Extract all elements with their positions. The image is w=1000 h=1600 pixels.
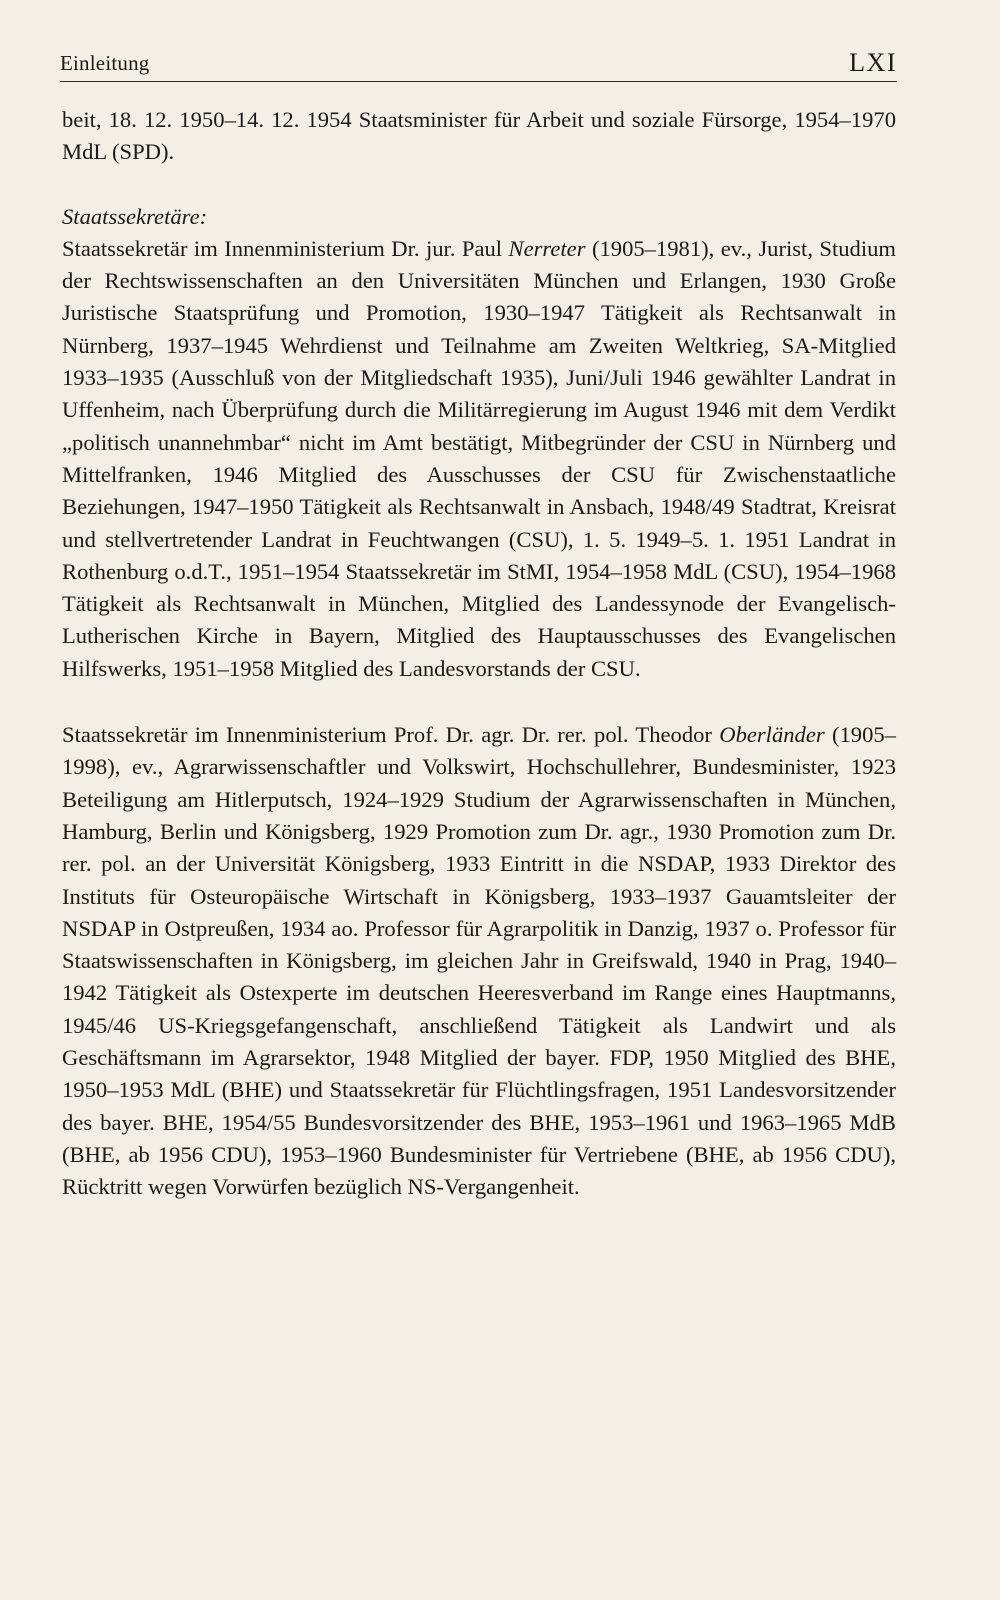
entry-oberlaender [62,719,896,1203]
paragraph-gap [62,685,896,719]
header-rule [60,81,897,82]
section-title: Einleitung [60,51,150,75]
body-text [62,104,896,1204]
entry-text: (1905–1998), ev., Agrarwissenschaftler und Volkswirt, Hochschullehrer, Bundesminister, 1923 Beteiligung am Hitlerputsch, 1924–1929 Studium der Agrarwissenschaften in München, Hamburg, Berlin und Königsberg, 1929 Promotion zum Dr. agr., 1930 Promotion zum Dr. rer. pol. an der Universität Königsberg, 1933 Eintritt in die NSDAP, 1933 Direktor des Instituts für Osteuropäische Wirtschaft in Königsberg, 1933–1937 Gauamtsleiter der NSDAP in Ostpreußen, 1934 ao. Professor für Agrarpolitik in Danzig, 1937 o. Professor für Staatswissenschaften in Königsberg, im gleichen Jahr in Greifswald, 1940 in Prag, 1940–1942 Tätigkeit als Ostexperte im deutschen Heeresverband im Range eines Hauptmanns, 1945/46 US-Kriegsgefangenschaft, anschließend Tätigkeit als Landwirt und als Geschäftsmann im Agrarsektor, 1948 Mitglied der bayer. FDP, 1950 Mitglied des BHE, 1950–1953 MdL (BHE) und Staatssekretär für Flüchtlingsfragen, 1951 Landesvorsitzender des bayer. BHE, 1954/55 Bundesvorsitzender des BHE, 1953–1961 und 1963–1965 MdB (BHE, ab 1956 CDU), 1953–1960 Bundesminister für Vertriebene (BHE, ab 1956 CDU), Rücktritt wegen Vorwürfen bezüglich NS-Vergangenheit. [62,722,896,1200]
running-header [60,44,897,80]
person-name: Nerreter [508,235,586,261]
person-name: Oberländer [719,722,825,748]
section-heading: Staatssekretäre: [62,203,208,229]
entry-lead: Staatssekretär im Innenministerium Dr. jur. Paul [62,235,509,261]
opening-paragraph: beit, 18. 12. 1950–14. 12. 1954 Staatsminister für Arbeit und soziale Fürsorge, 1954–1970 MdL (SPD). [62,107,896,165]
page-number: LXI [849,48,897,77]
entry-nerreter [62,233,896,685]
paragraph-gap [62,169,896,201]
entry-lead: Staatssekretär im Innenministerium Prof. Dr. agr. Dr. rer. pol. Theodor [62,722,720,748]
entry-text: (1905–1981), ev., Jurist, Studium der Rechtswissenschaften an den Universitäten München und Erlangen, 1930 Große Juristische Staatsprüfung und Promotion, 1930–1947 Tätigkeit als Rechtsanwalt in Nürnberg, 1937–1945 Wehrdienst und Teilnahme am Zweiten Weltkrieg, SA-Mitglied 1933–1935 (Ausschluß von der Mitgliedschaft 1935), Juni/Juli 1946 gewählter Landrat in Uffenheim, nach Überprüfung durch die Militärregierung im August 1946 mit dem Verdikt „politisch unannehmbar“ nicht im Amt bestätigt, Mitbegründer der CSU in Nürnberg und Mittelfranken, 1946 Mitglied des Ausschusses der CSU für Zwischenstaatliche Beziehungen, 1947–1950 Tätigkeit als Rechtsanwalt in Ansbach, 1948/49 Stadtrat, Kreisrat und stellvertretender Landrat in Feuchtwangen (CSU), 1. 5. 1949–5. 1. 1951 Landrat in Rothenburg o.d.T., 1951–1954 Staatssekretär im StMI, 1954–1958 MdL (CSU), 1954–1968 Tätigkeit als Rechtsanwalt in München, Mitglied des Landessynode der Evangelisch-Lutherischen Kirche in Bayern, Mitglied des Hauptausschusses des Evangelischen Hilfswerks, 1951–1958 Mitglied des Landesvorstands der CSU. [62,235,897,681]
